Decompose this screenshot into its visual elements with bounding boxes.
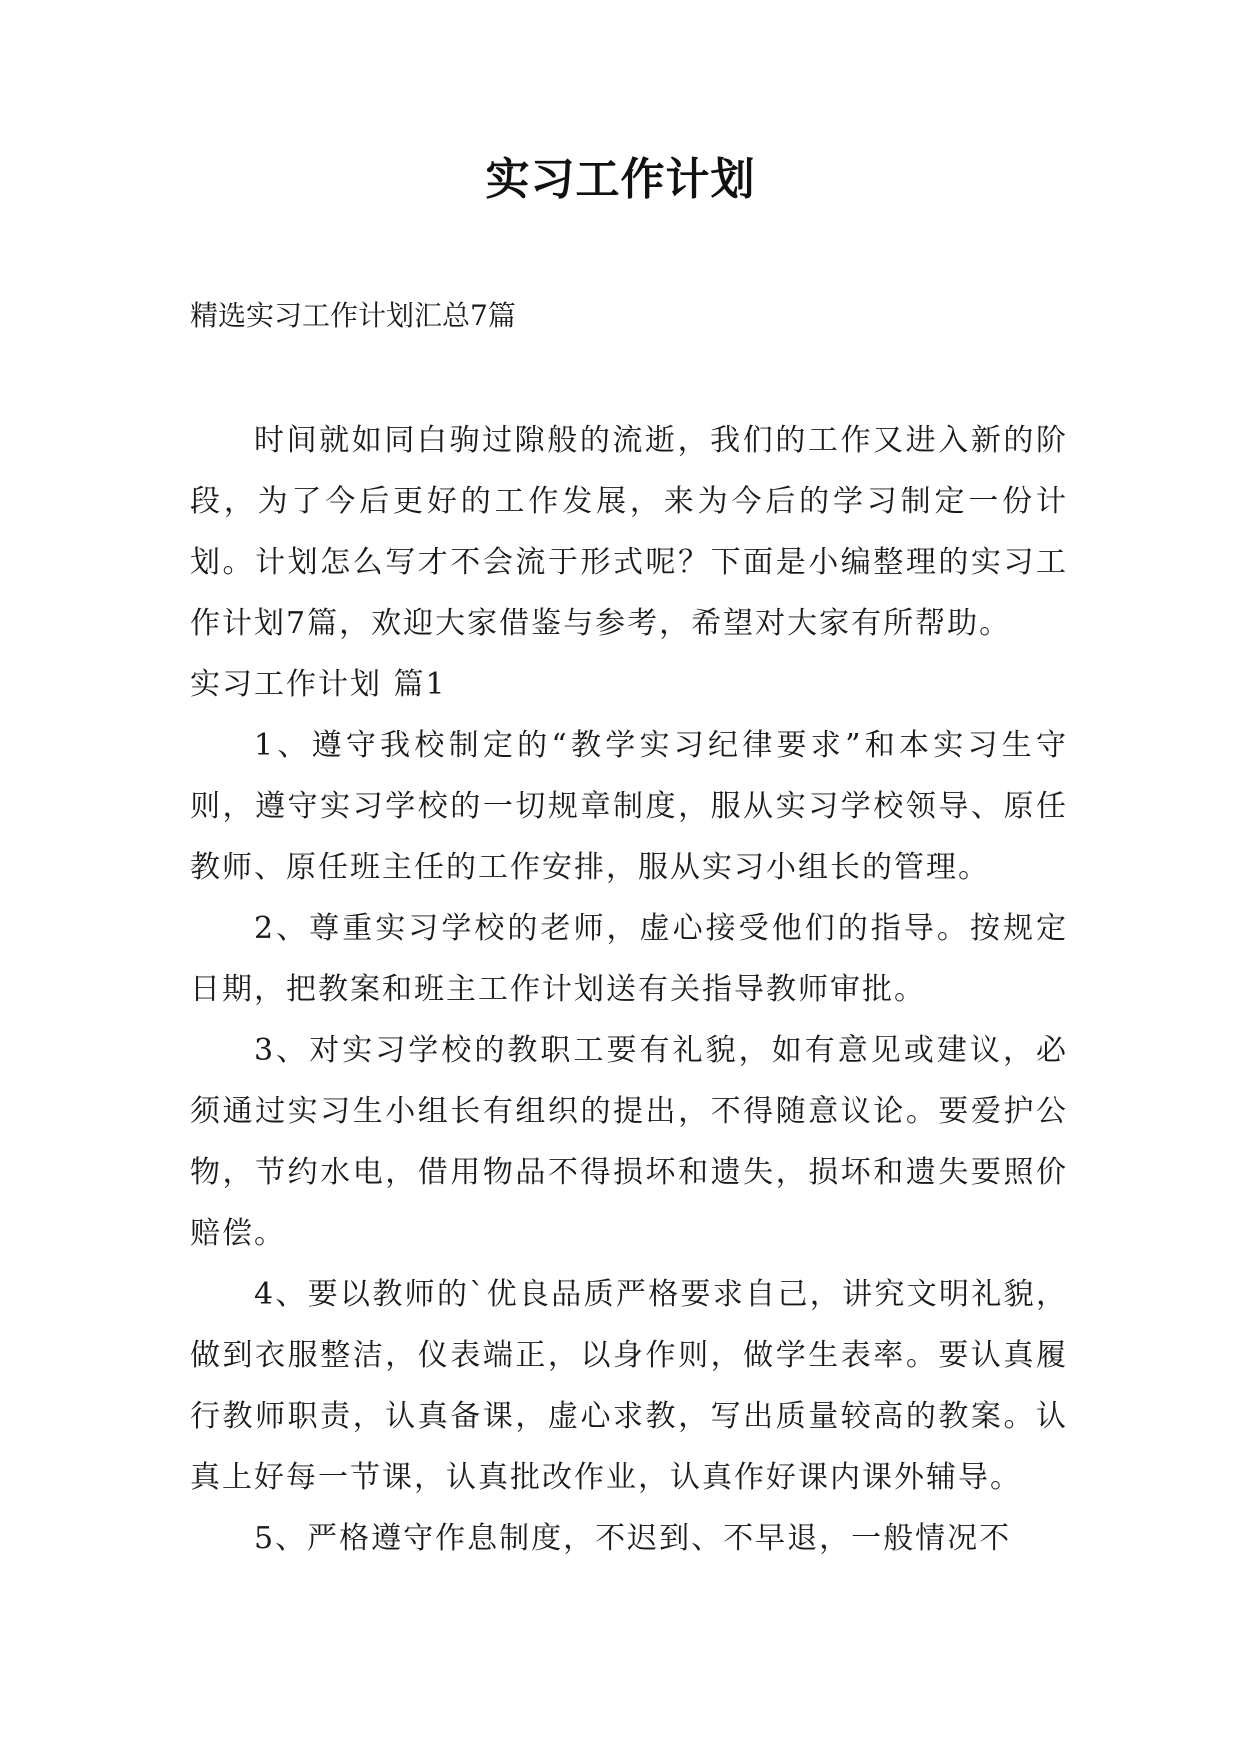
intro-paragraph: 时间就如同白驹过隙般的流逝，我们的工作又进入新的阶段，为了今后更好的工作发展，来为今后的学习制定一份计划。计划怎么写才不会流于形式呢？下面是小编整理的实习工作计划7篇，欢迎大家借鉴与参考，希望对大家有所帮助。: [190, 423, 1068, 641]
rule-paragraph-3: 3、对实习学校的教职工要有礼貌，如有意见或建议，必须通过实习生小组长有组织的提出，不得随意议论。要爱护公物，节约水电，借用物品不得损坏和遗失，损坏和遗失要照价赔偿。: [190, 1033, 1068, 1251]
document-subtitle: 精选实习工作计划汇总7篇: [190, 299, 516, 332]
section-heading: 实习工作计划 篇1: [190, 667, 447, 702]
document-body: [190, 410, 1068, 1569]
rule-paragraph-2: 2、尊重实习学校的老师，虚心接受他们的指导。按规定日期，把教案和班主工作计划送有关指导教师审批。: [190, 911, 1068, 1007]
rule-paragraph-5: 5、严格遵守作息制度，不迟到、不早退，一般情况不: [254, 1521, 1012, 1556]
document-title: 实习工作计划: [485, 154, 756, 205]
rule-paragraph-1: 1、遵守我校制定的“教学实习纪律要求”和本实习生守则，遵守实习学校的一切规章制度，服从实习学校领导、原任教师、原任班主任的工作安排，服从实习小组长的管理。: [190, 728, 1068, 885]
rule-paragraph-4: 4、要以教师的`优良品质严格要求自己，讲究文明礼貌，做到衣服整洁，仪表端正，以身作则，做学生表率。要认真履行教师职责，认真备课，虚心求教，写出质量较高的教案。认真上好每一节课，认真批改作业，认真作好课内课外辅导。: [190, 1277, 1068, 1495]
